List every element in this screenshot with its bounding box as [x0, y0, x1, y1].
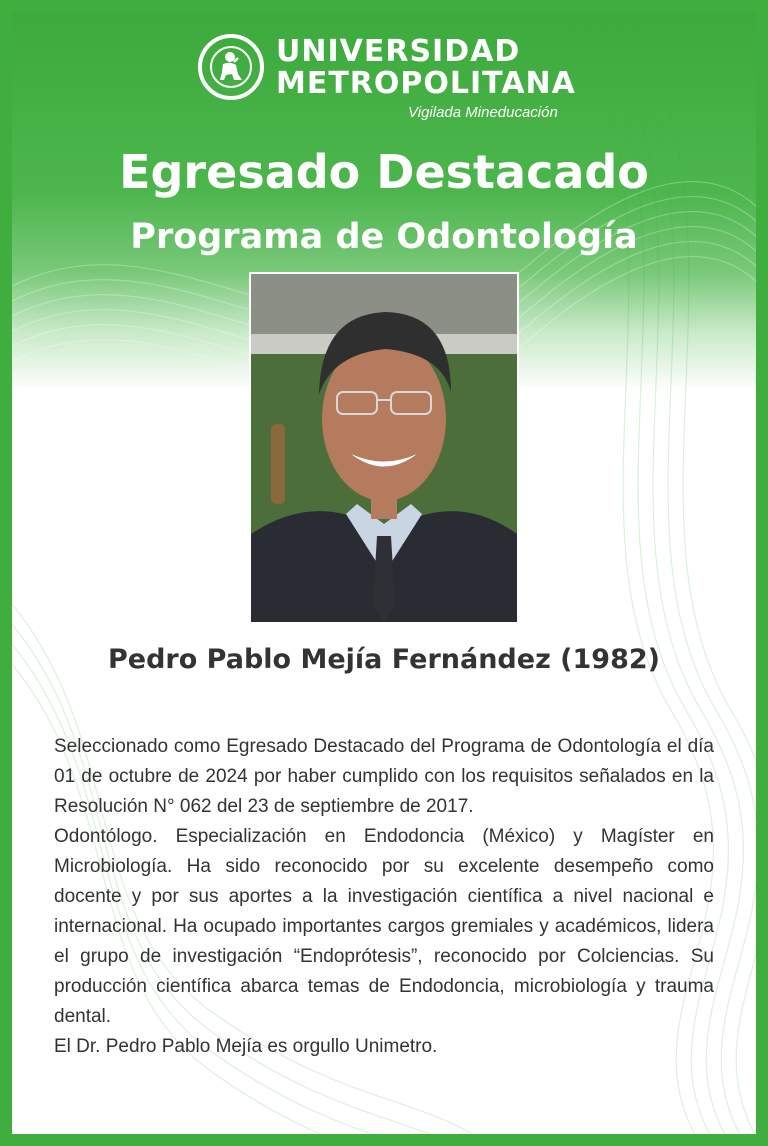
program-title: Programa de Odontología [130, 217, 638, 257]
biography [54, 732, 714, 1062]
thinker-emblem-icon [198, 34, 264, 100]
graduate-name: Pedro Pablo Mejía Fernández (1982) [107, 644, 661, 675]
bio-paragraph-selection: Seleccionado como Egresado Destacado del Programa de Odontología el día 01 de octubre de 2024 por haber cumplido con los requisitos señalados en la Resolución N° 062 del 23 de septiembre de 2017. [54, 736, 714, 817]
bio-paragraph-career: Odontólogo. Especialización en Endodoncia (México) y Magíster en Microbiología. Ha sido reconocido por su excelente desempeño como docente y por sus aportes a la investigación científica a nivel nacional e internacional. Ha ocupado importantes cargos gremiales y académicos, lidera el grupo de investigación “Endoprótesis”, reconocido por Colciencias. Su producción científica abarca temas de Endodoncia, microbiología y trauma dental. [54, 826, 714, 1027]
bio-paragraph-closing: El Dr. Pedro Pablo Mejía es orgullo Unimetro. [54, 1036, 438, 1057]
logo-tagline: Vigilada Mineducación [408, 104, 558, 121]
main-title: Egresado Destacado [119, 145, 649, 199]
university-logo [198, 34, 598, 134]
logo-text-metropolitana: METROPOLITANA [276, 66, 576, 101]
logo-text-universidad: UNIVERSIDAD [276, 34, 521, 69]
portrait-photo [249, 272, 519, 624]
